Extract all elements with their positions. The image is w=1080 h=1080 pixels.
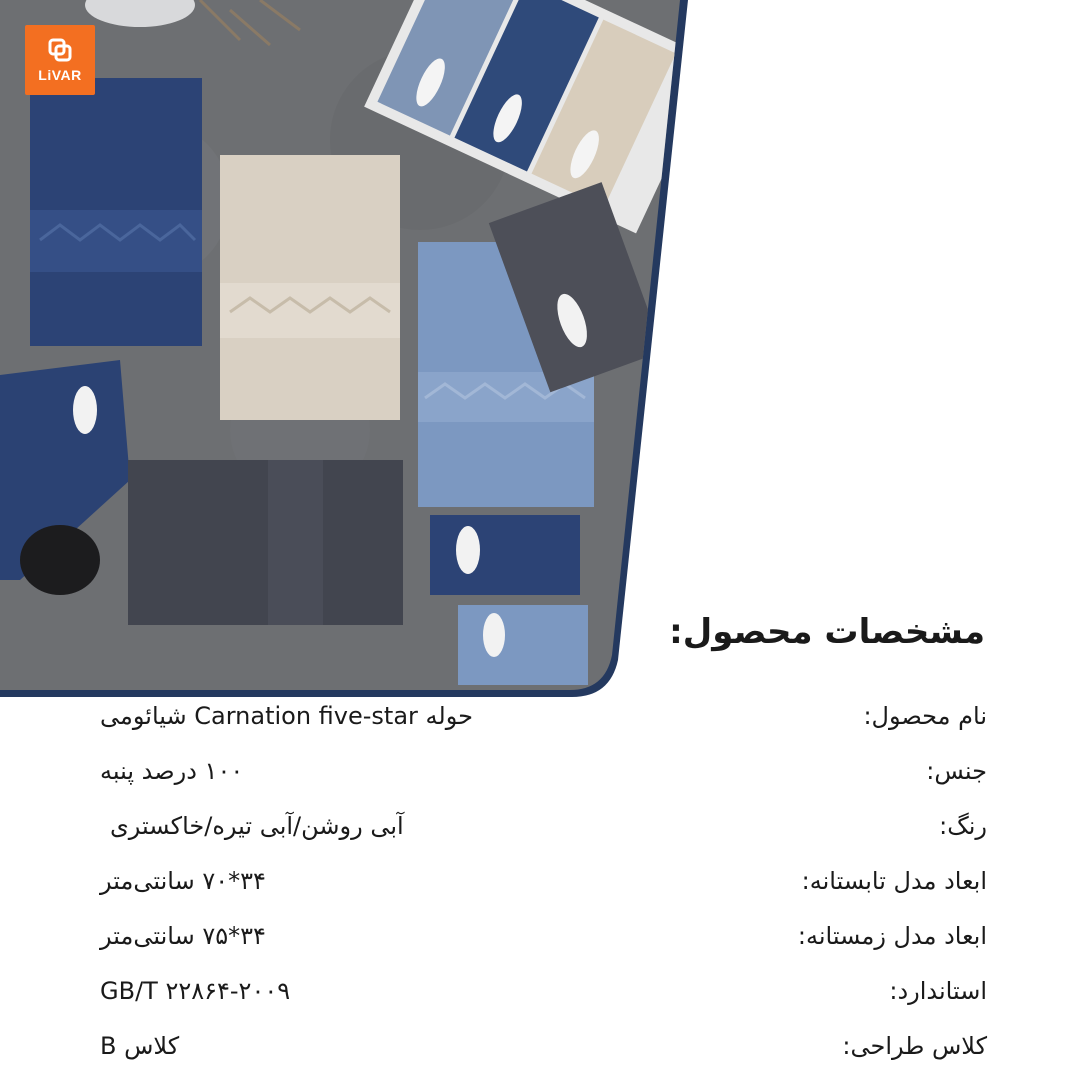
- spec-value: ۱۰۰ درصد پنبه: [100, 757, 244, 785]
- spec-label: جنس:: [926, 757, 987, 785]
- spec-value: ۳۴*۷۰ سانتی‌متر: [100, 867, 266, 895]
- spec-value: حوله Carnation five-star شیائومی: [100, 702, 473, 730]
- spec-value: کلاس B: [100, 1032, 180, 1060]
- spec-label: کلاس طراحی:: [842, 1032, 987, 1060]
- spec-row-product-name: [100, 702, 987, 742]
- livar-logo-icon: [47, 37, 73, 63]
- spec-label: رنگ:: [939, 812, 987, 840]
- spec-value: آبی روشن/آبی تیره/خاکستری: [110, 812, 404, 840]
- livar-logo: [25, 25, 95, 95]
- spec-row-standard: [100, 977, 987, 1017]
- spec-row-summer-size: [100, 867, 987, 907]
- spec-row-color: [100, 812, 987, 852]
- spec-row-design-class: [100, 1032, 987, 1072]
- spec-row-material: [100, 757, 987, 797]
- spec-value: GB/T ۲۲۸۶۴-۲۰۰۹: [100, 977, 291, 1005]
- spec-label: نام محصول:: [863, 702, 987, 730]
- spec-value: ۳۴*۷۵ سانتی‌متر: [100, 922, 266, 950]
- spec-label: استاندارد:: [889, 977, 987, 1005]
- spec-row-winter-size: [100, 922, 987, 962]
- spec-label: ابعاد مدل تابستانه:: [801, 867, 987, 895]
- livar-logo-text: LiVAR: [38, 67, 82, 83]
- specs-title: مشخصات محصول:: [669, 612, 985, 652]
- spec-label: ابعاد مدل زمستانه:: [797, 922, 987, 950]
